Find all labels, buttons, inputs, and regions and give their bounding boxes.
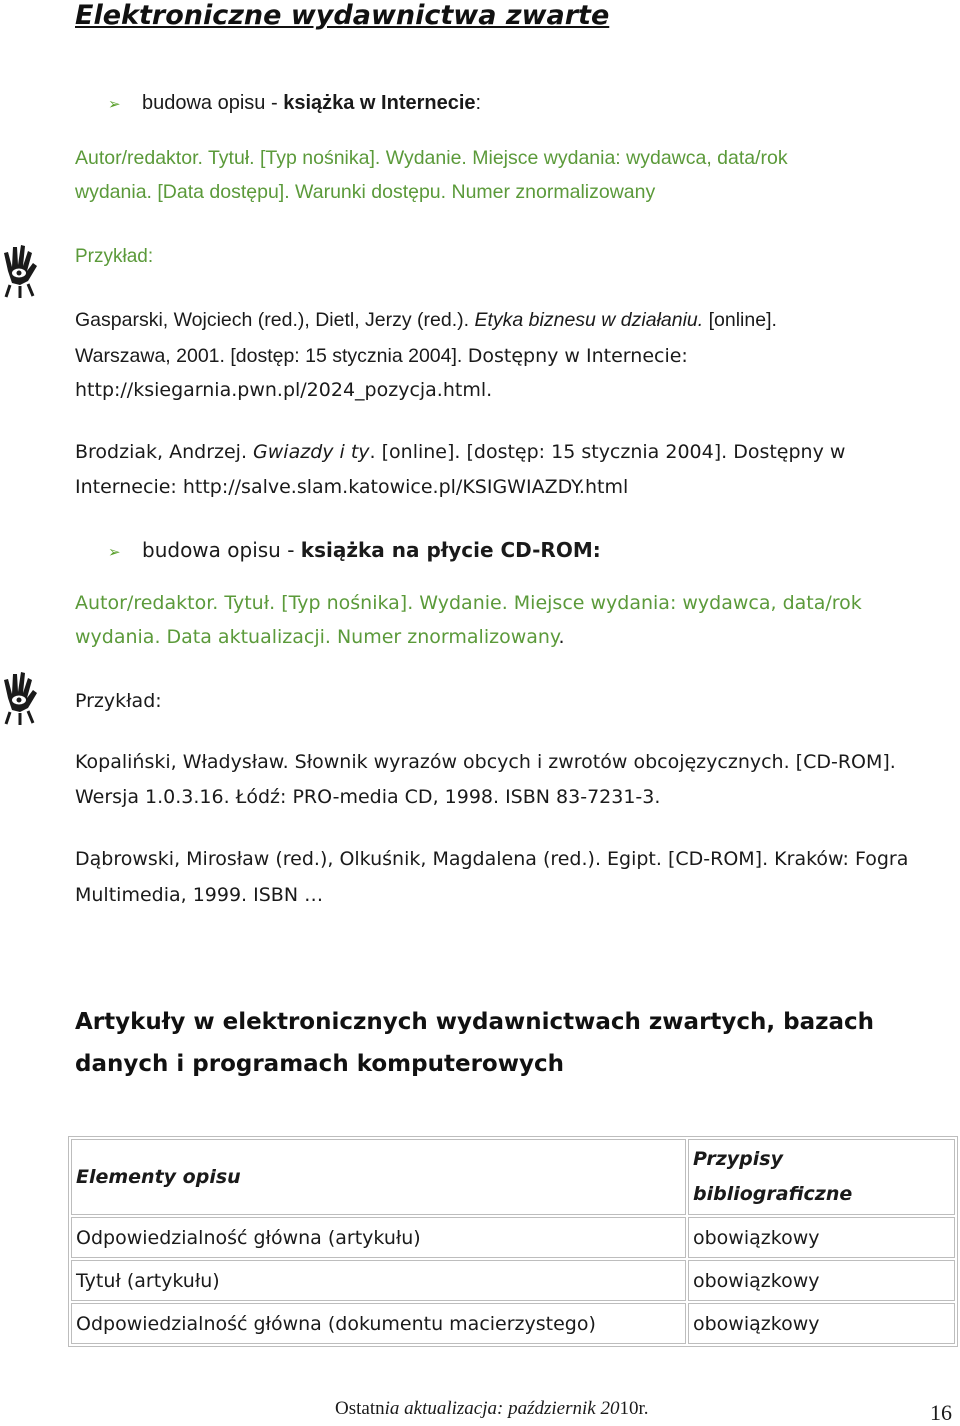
row-element: Odpowiedzialność główna (dokumentu macierzystego): [71, 1303, 686, 1344]
example-label-2: Przykład:: [75, 690, 162, 712]
example-3-line-2: Wersja 1.0.3.16. Łódź: PRO-media CD, 1998. ISBN 83-7231-3.: [75, 786, 661, 808]
bullet-cdrom-book: [108, 538, 601, 562]
example-2-line-2: Internecie: http://salve.slam.katowice.pl/KSIGWIAZDY.html: [75, 476, 629, 498]
example-3-line-1: Kopaliński, Władysław. Słownik wyrazów obcych i zwrotów obcojęzycznych. [CD-ROM].: [75, 751, 896, 773]
structure-line-1: Autor/redaktor. Tytuł. [Typ nośnika]. Wydanie. Miejsce wydania: wydawca, data/rok: [75, 147, 788, 169]
bullet-internet-book: [108, 92, 481, 115]
citation-title: Etyka biznesu w działaniu.: [474, 309, 704, 331]
bullet-bold-text: książka w Internecie: [283, 92, 476, 114]
citation-author: Brodziak, Andrzej.: [75, 441, 254, 463]
bullet-text: budowa opisu -: [142, 92, 284, 114]
header-footnotes-line2: bibliograficzne: [693, 1183, 853, 1205]
structure-line-2: wydania. [Data dostępu]. Warunki dostępu. Numer znormalizowany: [75, 181, 656, 203]
arrow-bullet-icon: ➢: [108, 543, 121, 561]
section-title-line-2: danych i programach komputerowych: [75, 1051, 564, 1077]
footer-part-a: Ostatn: [335, 1398, 385, 1419]
bullet-suffix: :: [475, 92, 482, 114]
header-elements: Elementy opisu: [71, 1139, 686, 1215]
citation-title: Gwiazdy i ty: [253, 441, 370, 463]
page-title: Elektroniczne wydawnictwa zwarte: [75, 0, 610, 31]
table-row: [71, 1303, 955, 1344]
hand-eye-icon: [0, 241, 40, 299]
example-2-line-1: [75, 441, 845, 463]
structure-end: .: [558, 626, 565, 648]
section-title-line-1: Artykuły w elektronicznych wydawnictwach zwartych, bazach: [75, 1009, 875, 1035]
example-1-url: http://ksiegarnia.pwn.pl/2024_pozycja.html.: [75, 379, 493, 401]
header-footnotes-line1: Przypisy: [693, 1148, 783, 1170]
citation-medium: [online].: [703, 309, 777, 331]
table-row: [71, 1260, 955, 1301]
structure-line-1: Autor/redaktor. Tytuł. [Typ nośnika]. Wydanie. Miejsce wydania: wydawca, data/rok: [75, 592, 862, 614]
structure-line-2: [75, 626, 565, 648]
row-element: Odpowiedzialność główna (artykułu): [71, 1217, 686, 1258]
example-4-line-1: Dąbrowski, Mirosław (red.), Olkuśnik, Magdalena (red.). Egipt. [CD-ROM]. Kraków: Fogra: [75, 848, 909, 870]
citation-details: . [online]. [dostęp: 15 stycznia 2004]. Dostępny w: [369, 441, 846, 463]
hand-eye-icon: [0, 668, 40, 726]
footer-text: [335, 1398, 648, 1420]
table-row: [71, 1217, 955, 1258]
structure-text: wydania. Data aktualizacji. Numer znormalizowany: [75, 626, 559, 648]
citation-authors: Gasparski, Wojciech (red.), Dietl, Jerzy (red.).: [75, 309, 475, 331]
citation-place-date: Warszawa, 2001. [dostęp: 15 stycznia 2004].: [75, 345, 468, 367]
header-footnotes: [688, 1139, 955, 1215]
example-label-1: Przykład:: [75, 246, 154, 267]
elements-table: [68, 1136, 958, 1347]
arrow-bullet-icon: ➢: [108, 96, 121, 113]
table-header-row: [71, 1139, 955, 1215]
row-element: Tytuł (artykułu): [71, 1260, 686, 1301]
page-number: 16: [930, 1400, 952, 1425]
example-1-line-2: [75, 345, 688, 368]
row-status: obowiązkowy: [688, 1303, 955, 1344]
bullet-text: budowa opisu -: [142, 538, 301, 562]
citation-available: Dostępny w Internecie:: [467, 345, 688, 367]
row-status: obowiązkowy: [688, 1260, 955, 1301]
footer-part-b: ia aktualizacja: październik 20: [384, 1398, 620, 1419]
row-status: obowiązkowy: [688, 1217, 955, 1258]
footer-part-c: 10r.: [619, 1398, 649, 1419]
example-4-line-2: Multimedia, 1999. ISBN …: [75, 884, 324, 906]
example-1-line-1: [75, 309, 777, 332]
bullet-bold-text: książka na płycie CD-ROM:: [300, 538, 601, 562]
